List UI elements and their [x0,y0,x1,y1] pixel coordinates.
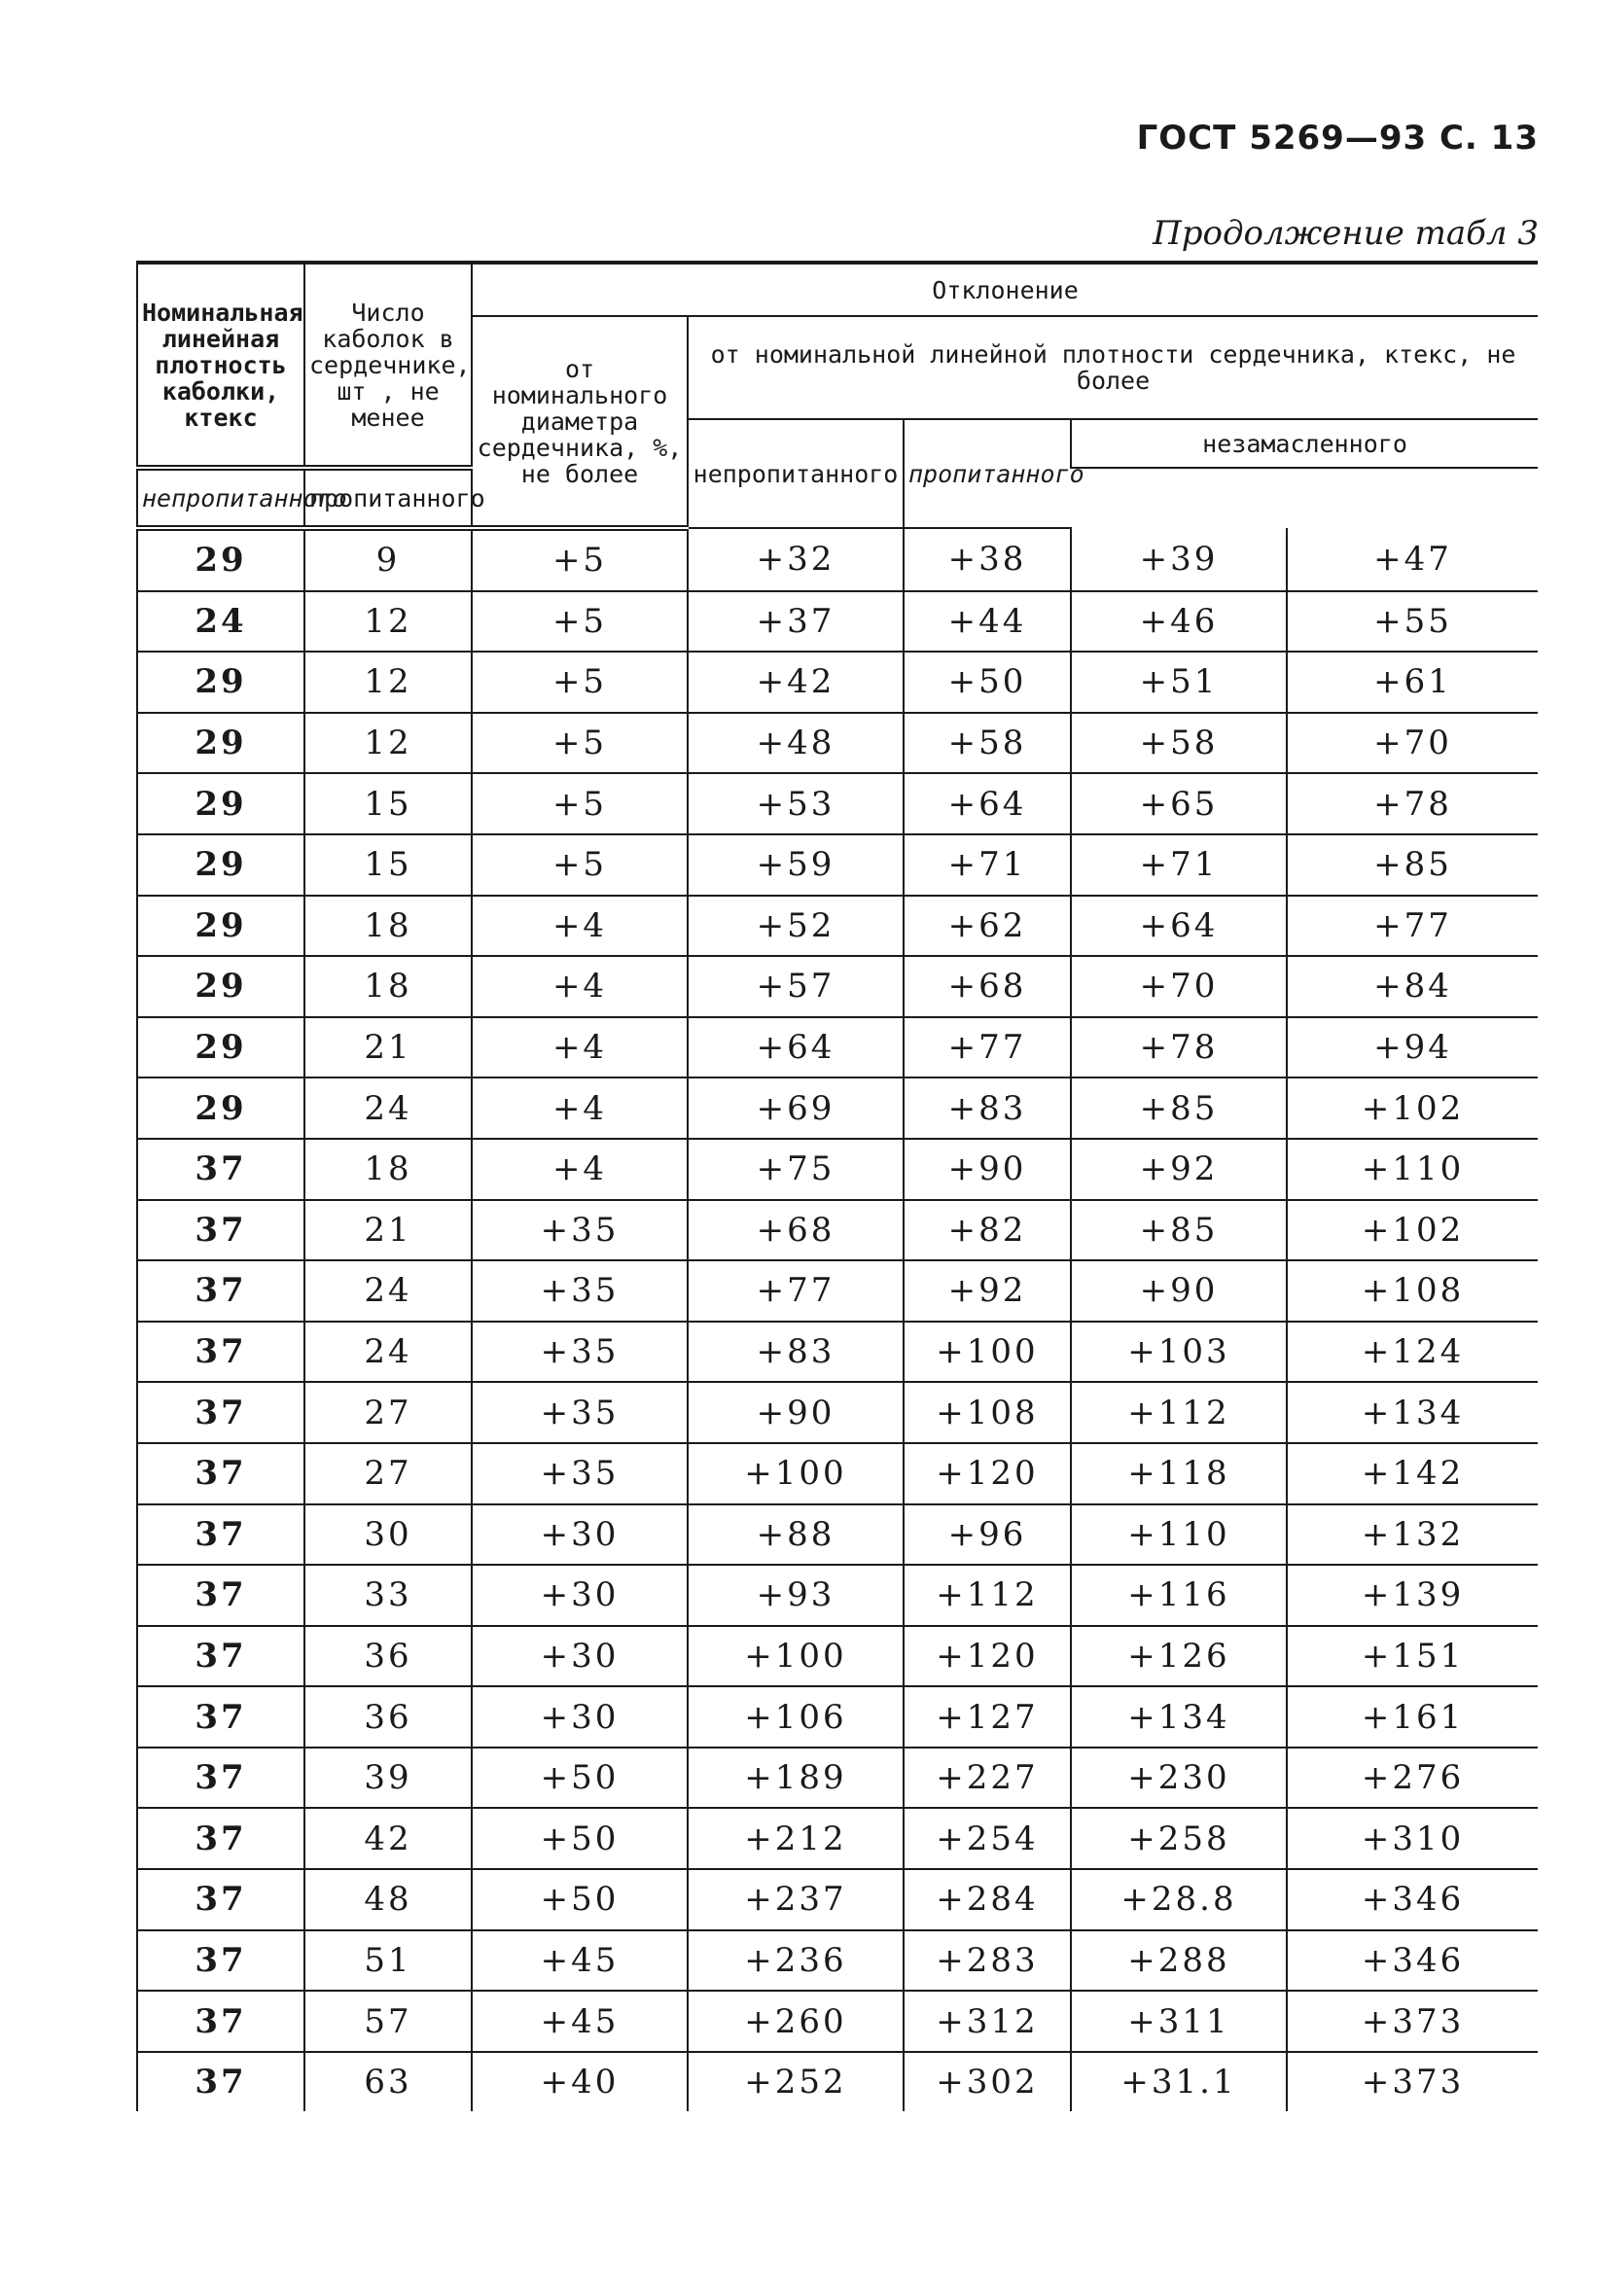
unoiled-nonimpregnated-cell: +71 [1071,834,1287,896]
diameter-deviation-cell: +50 [472,1869,688,1930]
diameter-deviation-cell: +30 [472,1686,688,1748]
table-row [137,1200,1538,1261]
table-row [137,1443,1538,1504]
nominal-density-cell: 24 [137,591,304,653]
nominal-density-cell: 37 [137,1930,304,1992]
cable-count-cell: 12 [304,591,472,653]
cable-count-cell: 15 [304,834,472,896]
nominal-density-cell: 37 [137,1139,304,1200]
diameter-deviation-cell: +4 [472,896,688,957]
cable-count-cell: 15 [304,773,472,834]
unoiled-nonimpregnated-cell: +118 [1071,1443,1287,1504]
table-row [137,1626,1538,1687]
unoiled-nonimpregnated-cell: +112 [1071,1382,1287,1443]
unoiled-impregnated-cell: +151 [1287,1626,1538,1687]
unoiled-impregnated-cell: +70 [1287,713,1538,774]
unoiled-nonimpregnated-cell: +46 [1071,591,1287,653]
unoiled-nonimpregnated-cell: +288 [1071,1930,1287,1992]
impregnated-cell: +62 [904,896,1071,957]
impregnated-cell: +90 [904,1139,1071,1200]
impregnated-cell: +38 [904,528,1071,591]
impregnated-cell: +92 [904,1260,1071,1322]
nominal-density-cell: 37 [137,2052,304,2112]
unoiled-nonimpregnated-cell: +134 [1071,1686,1287,1748]
unoiled-impregnated-cell: +102 [1287,1077,1538,1139]
impregnated-cell: +68 [904,956,1071,1017]
nominal-density-cell: 37 [137,1748,304,1809]
header-nominal-density: Номинальная линейная плотность каболки, ктекс [137,263,304,468]
unoiled-nonimpregnated-cell: +116 [1071,1565,1287,1626]
table-row [137,1930,1538,1992]
table-row [137,834,1538,896]
unoiled-impregnated-cell: +346 [1287,1930,1538,1992]
diameter-deviation-cell: +45 [472,1991,688,2052]
diameter-deviation-cell: +30 [472,1626,688,1687]
nonimpregnated-cell: +88 [688,1504,904,1566]
unoiled-impregnated-cell: +310 [1287,1808,1538,1869]
header-unoiled-nonimpregnated: непропитанного [137,468,304,528]
table-row [137,1382,1538,1443]
nonimpregnated-cell: +77 [688,1260,904,1322]
unoiled-nonimpregnated-cell: +126 [1071,1626,1287,1687]
cable-count-cell: 18 [304,956,472,1017]
impregnated-cell: +50 [904,652,1071,713]
nominal-density-cell: 29 [137,773,304,834]
impregnated-cell: +127 [904,1686,1071,1748]
nominal-density-cell: 29 [137,896,304,957]
nonimpregnated-cell: +212 [688,1808,904,1869]
header-deviation-group: Отклонение [472,263,1538,316]
diameter-deviation-cell: +5 [472,591,688,653]
cable-count-cell: 63 [304,2052,472,2112]
diameter-deviation-cell: +5 [472,528,688,591]
impregnated-cell: +77 [904,1017,1071,1078]
cable-count-cell: 51 [304,1930,472,1992]
unoiled-impregnated-cell: +373 [1287,2052,1538,2112]
unoiled-nonimpregnated-cell: +258 [1071,1808,1287,1869]
diameter-deviation-cell: +4 [472,1017,688,1078]
header-nonimpregnated: непропитанного [688,419,904,528]
unoiled-impregnated-cell: +55 [1287,591,1538,653]
nominal-density-cell: 37 [137,1626,304,1687]
impregnated-cell: +100 [904,1322,1071,1383]
unoiled-impregnated-cell: +124 [1287,1322,1538,1383]
unoiled-impregnated-cell: +276 [1287,1748,1538,1809]
unoiled-impregnated-cell: +84 [1287,956,1538,1017]
unoiled-impregnated-cell: +161 [1287,1686,1538,1748]
impregnated-cell: +112 [904,1565,1071,1626]
nonimpregnated-cell: +237 [688,1869,904,1930]
unoiled-impregnated-cell: +134 [1287,1382,1538,1443]
nominal-density-cell: 37 [137,1991,304,2052]
diameter-deviation-cell: +40 [472,2052,688,2112]
unoiled-nonimpregnated-cell: +78 [1071,1017,1287,1078]
cable-count-cell: 18 [304,1139,472,1200]
nominal-density-cell: 37 [137,1504,304,1566]
diameter-deviation-cell: +35 [472,1322,688,1383]
impregnated-cell: +64 [904,773,1071,834]
nonimpregnated-cell: +53 [688,773,904,834]
impregnated-cell: +302 [904,2052,1071,2112]
diameter-deviation-cell: +35 [472,1200,688,1261]
impregnated-cell: +44 [904,591,1071,653]
impregnated-cell: +58 [904,713,1071,774]
impregnated-cell: +120 [904,1626,1071,1687]
impregnated-cell: +82 [904,1200,1071,1261]
table-row [137,1565,1538,1626]
unoiled-nonimpregnated-cell: +70 [1071,956,1287,1017]
nominal-density-cell: 37 [137,1443,304,1504]
cable-count-cell: 48 [304,1869,472,1930]
table-row [137,1017,1538,1078]
unoiled-nonimpregnated-cell: +64 [1071,896,1287,957]
page-header: ГОСТ 5269—93 С. 13 [1136,119,1539,158]
cable-count-cell: 42 [304,1808,472,1869]
nominal-density-cell: 29 [137,713,304,774]
unoiled-nonimpregnated-cell: +90 [1071,1260,1287,1322]
unoiled-nonimpregnated-cell: +311 [1071,1991,1287,2052]
diameter-deviation-cell: +5 [472,834,688,896]
unoiled-impregnated-cell: +373 [1287,1991,1538,2052]
nonimpregnated-cell: +189 [688,1748,904,1809]
table-row [137,652,1538,713]
table-continuation-label: Продолжение табл 3 [1153,214,1539,253]
unoiled-nonimpregnated-cell: +28.8 [1071,1869,1287,1930]
table-row [137,713,1538,774]
impregnated-cell: +227 [904,1748,1071,1809]
nonimpregnated-cell: +69 [688,1077,904,1139]
table-row [137,1139,1538,1200]
nonimpregnated-cell: +93 [688,1565,904,1626]
unoiled-nonimpregnated-cell: +65 [1071,773,1287,834]
nonimpregnated-cell: +57 [688,956,904,1017]
diameter-deviation-cell: +45 [472,1930,688,1992]
unoiled-impregnated-cell: +142 [1287,1443,1538,1504]
diameter-deviation-cell: +4 [472,1139,688,1200]
nonimpregnated-cell: +48 [688,713,904,774]
cable-count-cell: 24 [304,1322,472,1383]
unoiled-impregnated-cell: +102 [1287,1200,1538,1261]
table-row [137,1260,1538,1322]
header-diameter-deviation: от номинального диаметра сердечника, %, не более [472,316,688,528]
header-unoiled-group: незамасленного [1071,419,1538,468]
nominal-density-cell: 37 [137,1869,304,1930]
impregnated-cell: +312 [904,1991,1071,2052]
table-row [137,1686,1538,1748]
nominal-density-cell: 29 [137,1017,304,1078]
nonimpregnated-cell: +260 [688,1991,904,2052]
diameter-deviation-cell: +30 [472,1504,688,1566]
unoiled-nonimpregnated-cell: +85 [1071,1077,1287,1139]
impregnated-cell: +71 [904,834,1071,896]
unoiled-nonimpregnated-cell: +230 [1071,1748,1287,1809]
header-cable-count: Число каболок в сердечнике, шт , не менее [304,263,472,468]
cable-count-cell: 12 [304,713,472,774]
nominal-density-cell: 29 [137,956,304,1017]
unoiled-nonimpregnated-cell: +92 [1071,1139,1287,1200]
cable-count-cell: 18 [304,896,472,957]
cable-count-cell: 24 [304,1260,472,1322]
nonimpregnated-cell: +37 [688,591,904,653]
table-row [137,1748,1538,1809]
nonimpregnated-cell: +90 [688,1382,904,1443]
cable-count-cell: 21 [304,1017,472,1078]
nonimpregnated-cell: +100 [688,1626,904,1687]
impregnated-cell: +254 [904,1808,1071,1869]
impregnated-cell: +120 [904,1443,1071,1504]
cable-count-cell: 39 [304,1748,472,1809]
impregnated-cell: +284 [904,1869,1071,1930]
nonimpregnated-cell: +106 [688,1686,904,1748]
nonimpregnated-cell: +52 [688,896,904,957]
table-row [137,2052,1538,2112]
nominal-density-cell: 37 [137,1322,304,1383]
table-row [137,1991,1538,2052]
unoiled-impregnated-cell: +78 [1287,773,1538,834]
nominal-density-cell: 37 [137,1260,304,1322]
cable-count-cell: 12 [304,652,472,713]
nonimpregnated-cell: +236 [688,1930,904,1992]
unoiled-impregnated-cell: +77 [1287,896,1538,957]
unoiled-impregnated-cell: +47 [1287,528,1538,591]
cable-count-cell: 33 [304,1565,472,1626]
diameter-deviation-cell: +5 [472,773,688,834]
header-unoiled-impregnated: пропитанного [304,468,472,528]
diameter-deviation-cell: +5 [472,713,688,774]
unoiled-nonimpregnated-cell: +58 [1071,713,1287,774]
table-row [137,1869,1538,1930]
cable-count-cell: 27 [304,1382,472,1443]
unoiled-nonimpregnated-cell: +51 [1071,652,1287,713]
unoiled-nonimpregnated-cell: +39 [1071,528,1287,591]
unoiled-nonimpregnated-cell: +103 [1071,1322,1287,1383]
diameter-deviation-cell: +30 [472,1565,688,1626]
nonimpregnated-cell: +83 [688,1322,904,1383]
impregnated-cell: +83 [904,1077,1071,1139]
diameter-deviation-cell: +35 [472,1382,688,1443]
table-row [137,896,1538,957]
cable-count-cell: 27 [304,1443,472,1504]
unoiled-impregnated-cell: +132 [1287,1504,1538,1566]
impregnated-cell: +108 [904,1382,1071,1443]
table-row [137,1077,1538,1139]
unoiled-nonimpregnated-cell: +110 [1071,1504,1287,1566]
nonimpregnated-cell: +252 [688,2052,904,2112]
nonimpregnated-cell: +100 [688,1443,904,1504]
cable-count-cell: 21 [304,1200,472,1261]
cable-count-cell: 30 [304,1504,472,1566]
impregnated-cell: +96 [904,1504,1071,1566]
nonimpregnated-cell: +68 [688,1200,904,1261]
nominal-density-cell: 29 [137,652,304,713]
table-row [137,1504,1538,1566]
nominal-density-cell: 37 [137,1686,304,1748]
unoiled-nonimpregnated-cell: +31.1 [1071,2052,1287,2112]
diameter-deviation-cell: +35 [472,1260,688,1322]
diameter-deviation-cell: +35 [472,1443,688,1504]
unoiled-impregnated-cell: +110 [1287,1139,1538,1200]
nominal-density-cell: 29 [137,834,304,896]
unoiled-impregnated-cell: +346 [1287,1869,1538,1930]
nominal-density-cell: 37 [137,1565,304,1626]
deviation-table [136,261,1538,2111]
diameter-deviation-cell: +50 [472,1808,688,1869]
nominal-density-cell: 37 [137,1382,304,1443]
table-row [137,1322,1538,1383]
nominal-density-cell: 37 [137,1808,304,1869]
diameter-deviation-cell: +4 [472,1077,688,1139]
nominal-density-cell: 29 [137,1077,304,1139]
impregnated-cell: +283 [904,1930,1071,1992]
unoiled-nonimpregnated-cell: +85 [1071,1200,1287,1261]
unoiled-impregnated-cell: +94 [1287,1017,1538,1078]
diameter-deviation-cell: +4 [472,956,688,1017]
table-row [137,591,1538,653]
nonimpregnated-cell: +64 [688,1017,904,1078]
table-row [137,773,1538,834]
table-row [137,528,1538,591]
unoiled-impregnated-cell: +139 [1287,1565,1538,1626]
unoiled-impregnated-cell: +108 [1287,1260,1538,1322]
cable-count-cell: 9 [304,528,472,591]
nonimpregnated-cell: +59 [688,834,904,896]
cable-count-cell: 36 [304,1626,472,1687]
nominal-density-cell: 37 [137,1200,304,1261]
header-impregnated: пропитанного [904,419,1071,528]
unoiled-impregnated-cell: +61 [1287,652,1538,713]
header-linear-density-group: от номинальной линейной плотности сердечника, ктекс, не более [688,316,1538,419]
diameter-deviation-cell: +50 [472,1748,688,1809]
table-body [137,528,1538,2111]
table-row [137,1808,1538,1869]
deviation-table-container [136,261,1537,2111]
unoiled-impregnated-cell: +85 [1287,834,1538,896]
nominal-density-cell: 29 [137,528,304,591]
cable-count-cell: 36 [304,1686,472,1748]
cable-count-cell: 24 [304,1077,472,1139]
nonimpregnated-cell: +32 [688,528,904,591]
table-row [137,956,1538,1017]
nonimpregnated-cell: +75 [688,1139,904,1200]
nonimpregnated-cell: +42 [688,652,904,713]
diameter-deviation-cell: +5 [472,652,688,713]
cable-count-cell: 57 [304,1991,472,2052]
